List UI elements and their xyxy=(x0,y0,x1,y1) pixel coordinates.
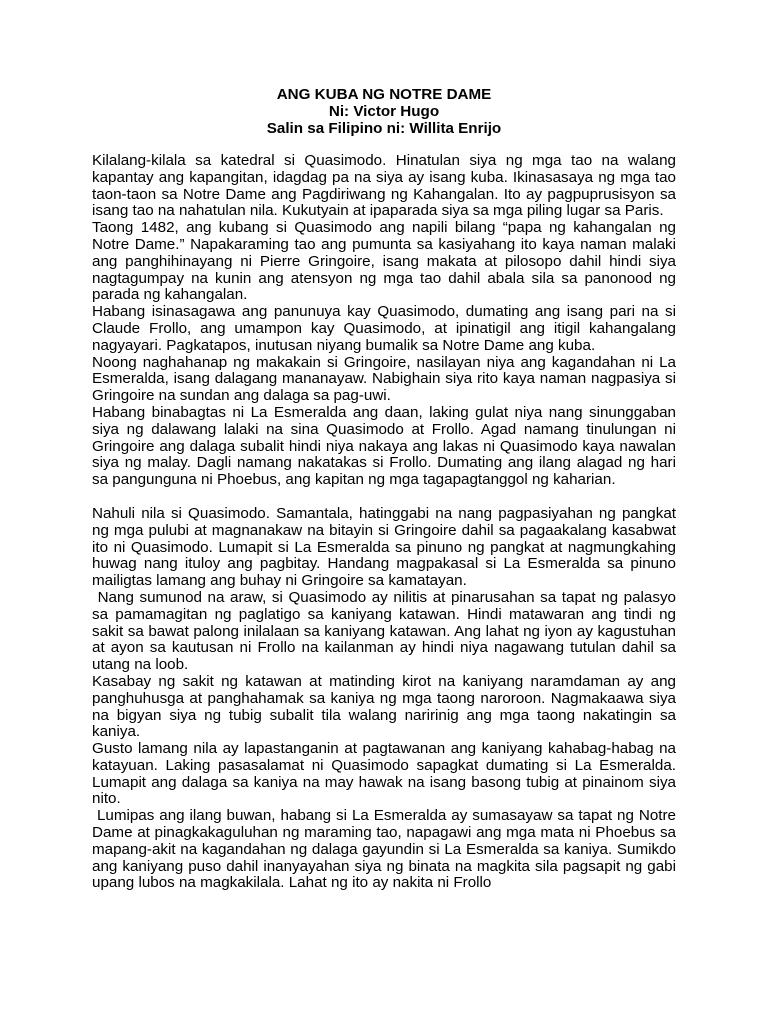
paragraph: Nang sumunod na araw, si Quasimodo ay nilitis at pinarusahan sa tapat ng palasyo sa pamamagitan ng paglatigo sa kaniyang katawan. Hindi matawaran ang tindi ng sakit sa bawat palong inilalaan sa kaniyang katawan. Ang lahat ng iyon ay kagustuhan at ayon sa kautusan ni Frollo na kailanman ay hindi niya nagawang tutulan dahil sa utang na loob. xyxy=(92,588,681,674)
paragraph: Gusto lamang nila ay lapastanganin at pagtawanan ang kaniyang kahabag-habag na katayuan. Laking pasasalamat ni Quasimodo sapagkat dumating si La Esmeralda. Lumapit ang dalaga sa kaniya na may hawak na isang basong tubig at pinainom siya nito. xyxy=(92,740,676,808)
paragraph: Taong 1482, ang kubang si Quasimodo ang napili bilang “papa ng kahangalan ng Notre Dame.” Napakaraming tao ang pumunta sa kasiyahang ito kaya naman malaki ang panghihinayang ni Pierre Gringoire, isang makata at pilosopo dahil hindi siya nagtagumpay na kunin ang atensyon ng mga tao dahil abala sila sa panonood ng parada ng kahangalan. xyxy=(92,219,676,304)
paragraph: Kilalang-kilala sa katedral si Quasimodo. Hinatulan siya ng mga tao na walang kapantay ang kapangitan, idagdag pa na siya ay isang kuba. Ikinasasaya ng mga tao taon-taon sa Notre Dame ang Pagdiriwang ng Kahangalan. Ito ay pagpuprusisyon sa isang tao na nahatulan nila. Kukutyain at ipaparada siya sa mga piling lugar sa Paris. xyxy=(92,152,676,220)
paragraph: Kasabay ng sakit ng katawan at matinding kirot na kaniyang naramdaman ay ang panghuhusga at panghahamak sa kaniya ng mga taong naroroon. Nagmakaawa siya na bigyan siya ng tubig subalit tila walang naririnig ang mga taong nakatingin sa kaniya. xyxy=(92,672,676,741)
document-translator: Salin sa Filipino ni: Willita Enrijo xyxy=(266,120,502,137)
document-body xyxy=(92,152,681,892)
paragraph: Nahuli nila si Quasimodo. Samantala, hatinggabi na nang pagpasiyahan ng pangkat ng mga pulubi at magnanakaw na bitayin si Gringoire dahil sa pagaakalang kasabwat ito ni Quasimodo. Lumapit si La Esmeralda sa pinuno ng pangkat at nagmungkahing huwag nang ituloy ang pagbitay. Handang magpakasal si La Esmeralda sa pinuno mailigtas lamang ang buhay ni Gringoire sa kamatayan. xyxy=(92,504,676,590)
paragraph: Lumipas ang ilang buwan, habang si La Esmeralda ay sumasayaw sa tapat ng Notre Dame at pinagkakaguluhan ng maraming tao, napagawi ang mga mata ni Phoebus sa mapang-akit na kagandahan ng dalaga gayundin si La Esmeralda sa kaniya. Sumikdo ang kaniyang puso dahil inanyayahan siya ng binata na magkita sila pagsapit ng gabi upang lubos na magkakilala. Lahat ng ito ay nakita ni Frollo xyxy=(92,807,681,892)
document-page xyxy=(92,86,681,892)
paragraph: Habang isinasagawa ang panunuya kay Quasimodo, dumating ang isang pari na si Claude Frollo, ang umampon kay Quasimodo, at ipinatigil ang itigil kahangalang nagyayari. Pagkatapos, inutusan niyang bumalik sa Notre Dame ang kuba. xyxy=(92,303,676,354)
document-title: ANG KUBA NG NOTRE DAME xyxy=(276,86,492,103)
paragraph: Habang binabagtas ni La Esmeralda ang daan, laking gulat niya nang sinunggaban siya ng dalawang lalaki na sina Quasimodo at Frollo. Agad namang tinulungan ni Gringoire ang dalaga subalit hindi niya nakaya ang lakas ni Quasimodo kaya nawalan siya ng malay. Dagli namang nakatakas si Frollo. Dumating ang ilang alagad ng hari sa pangunguna ni Phoebus, ang kapitan ng mga tagapagtanggol ng kaharian. xyxy=(92,403,676,489)
document-author: Ni: Victor Hugo xyxy=(328,103,440,120)
paragraph: Noong naghahanap ng makakain si Gringoire, nasilayan niya ang kagandahan ni La Esmeralda, isang dalagang mananayaw. Nabighain siya rito kaya naman nagpasiya si Gringoire na sundan ang dalaga sa pag-uwi. xyxy=(92,353,676,405)
document-header xyxy=(92,86,676,137)
